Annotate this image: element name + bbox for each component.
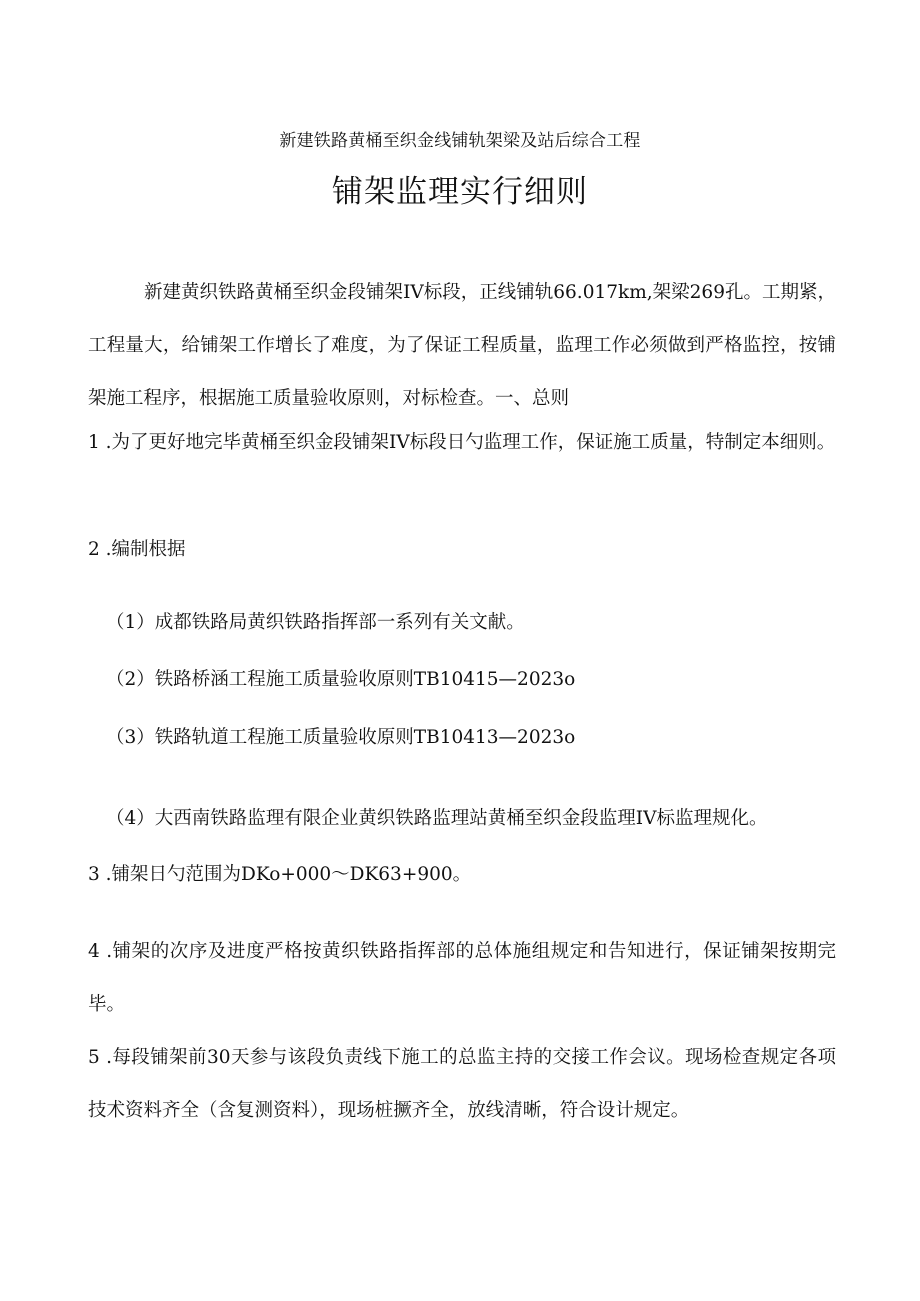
section-item-4: 4 .铺架的次序及进度严格按黄织铁路指挥部的总体施组规定和告知进行，保证铺架按期完毕。 (88, 941, 836, 1015)
document-subtitle: 新建铁路黄桶至织金线铺轨架梁及站后综合工程 (279, 131, 641, 151)
section-item-1: 1 .为了更好地完毕黄桶至织金段铺架IV标段日勺监理工作，保证施工质量，特制定本细则。 (88, 432, 836, 453)
reference-item-2: （2）铁路桥涵工程施工质量验收原则TB10415—2023o (106, 669, 576, 690)
document-title: 铺架监理实行细则 (332, 174, 588, 210)
section-item-5: 5 .每段铺架前30天参与该段负责线下施工的总监主持的交接工作会议。现场检查规定各项技术资料齐全（含复测资料），现场桩撅齐全，放线清晰，符合设计规定。 (88, 1047, 836, 1121)
reference-item-1: （1）成都铁路局黄织铁路指挥部一系列有关文献。 (106, 612, 525, 633)
section-item-3: 3 .铺架日勺范围为DKo+000～DK63+900。 (88, 864, 472, 885)
intro-paragraph: 新建黄织铁路黄桶至织金段铺架IV标段，正线铺轨66.017km,架梁269孔。工期紧，工程量大，给铺架工作增长了难度，为了保证工程质量，监理工作必须做到严格监控，按铺架施工程序，根据施工质量验收原则，对标检查。一、总则 (88, 282, 836, 409)
reference-item-4: （4）大西南铁路监理有限企业黄织铁路监理站黄桶至织金段监理IV标监理规化。 (106, 808, 768, 829)
section-item-2: 2 .编制根据 (88, 539, 186, 560)
reference-item-3: （3）铁路轨道工程施工质量验收原则TB10413—2023o (106, 727, 576, 748)
